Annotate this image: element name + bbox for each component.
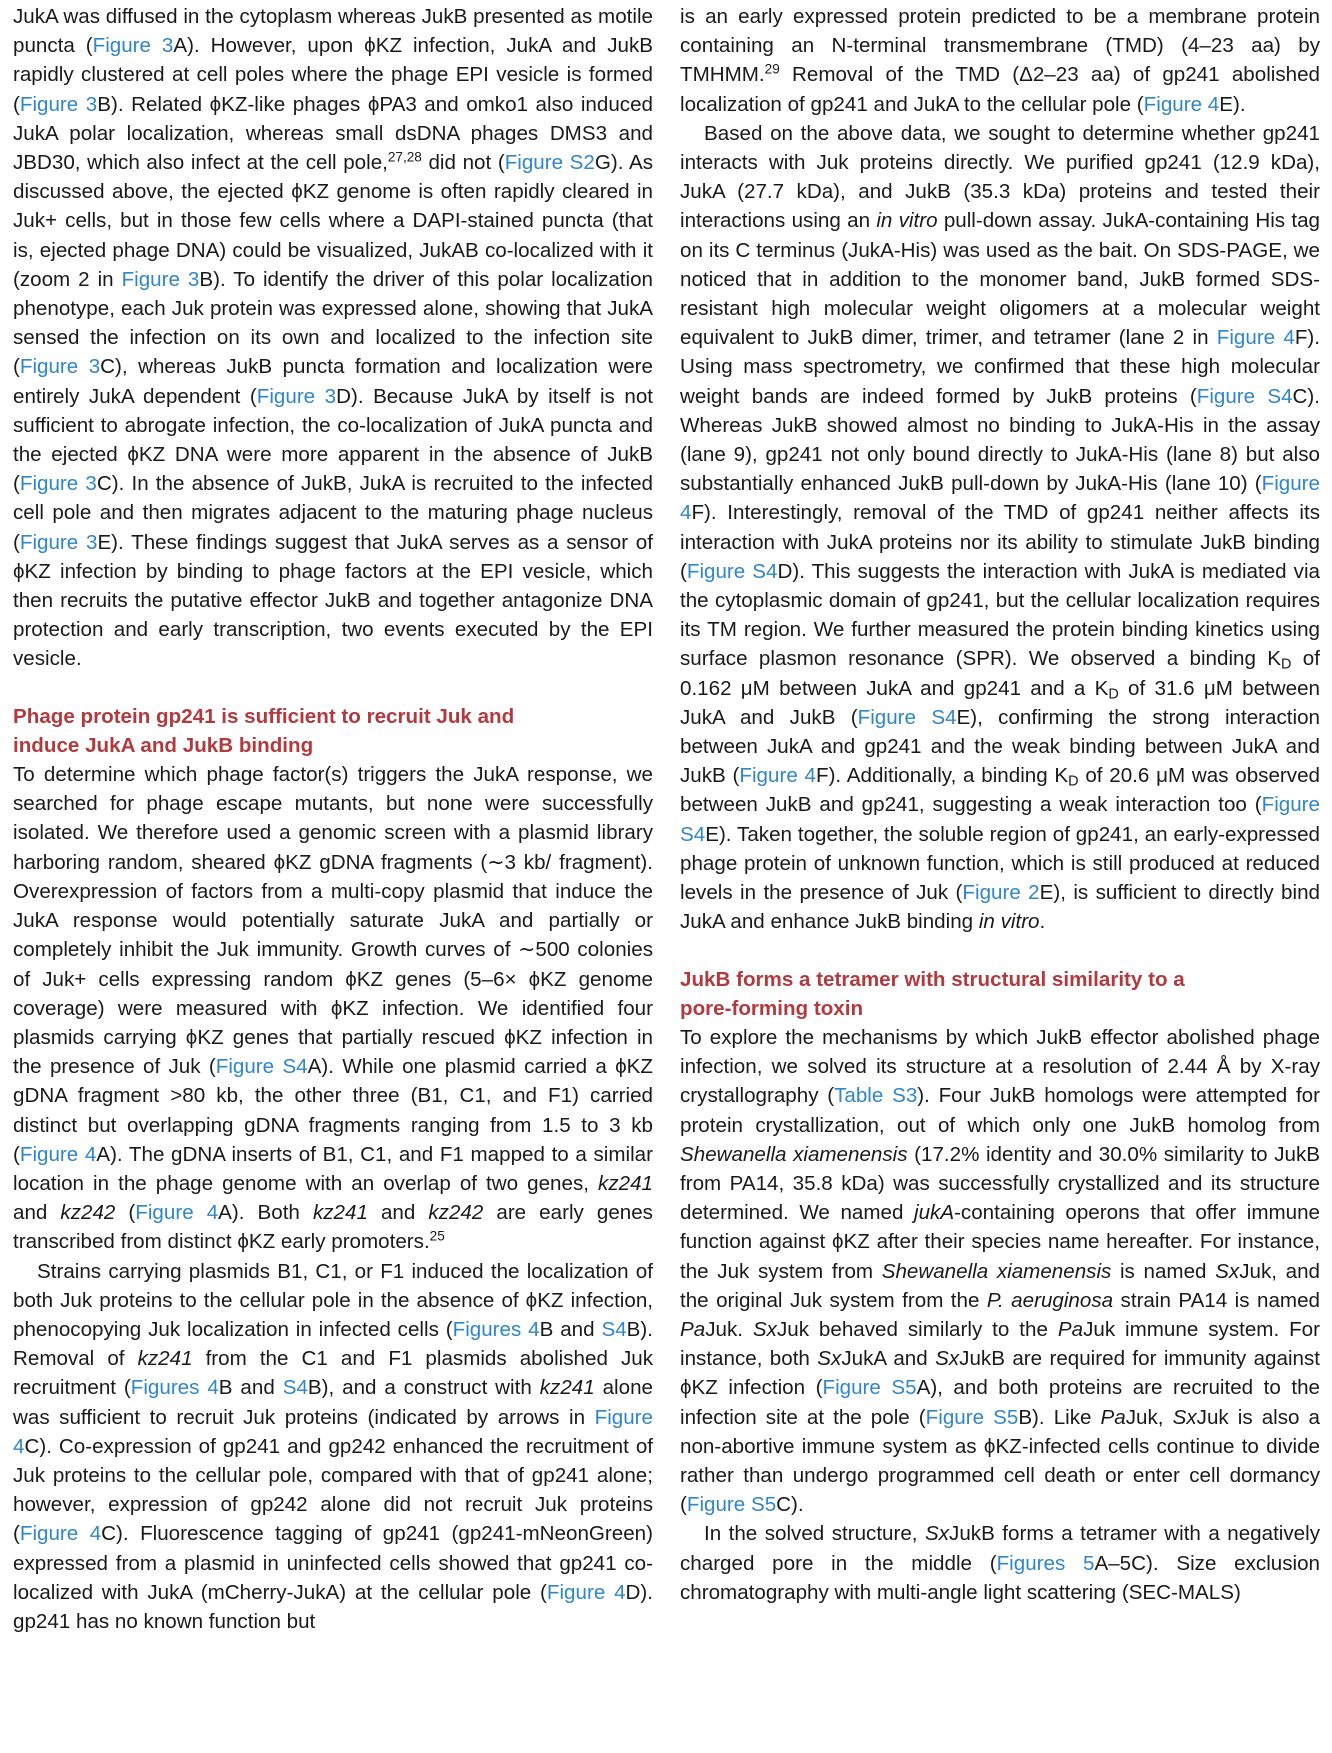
- paragraph: Based on the above data, we sought to determine whether gp241 interacts with Juk proteins directly. We purified gp241 (12.9 kDa), JukA (27.7 kDa), and JukB (35.3 kDa) proteins and tested their interactions using an in vitro pull-down assay. JukA-containing His tag on its C terminus (JukA-His) was used as the bait. On SDS-PAGE, we noticed that in addition to the monomer band, JukB formed SDS-resistant high molecular weight oligomers at a molecular weight equivalent to JukB dimer, trimer, and tetramer (lane 2 in Figure 4F). Using mass spectrometry, we confirmed that these high molecular weight bands are indeed formed by JukB proteins (Figure S4C). Whereas JukB showed almost no binding to JukA-His in the assay (lane 9), gp241 not only bound directly to JukA-His (lane 8) but also substantially enhanced JukB pull-down by JukA-His (lane 10) (Figure 4F). Interestingly, removal of the TMD of gp241 neither affects its interaction with JukA proteins nor its ability to stimulate JukB binding (Figure S4D). This suggests the interaction with JukA is mediated via the cytoplasmic domain of gp241, but the cellular localization requires its TM region. We further measured the protein binding kinetics using surface plasmon resonance (SPR). We observed a binding $K_D$ of 0.162 μM between JukA and gp241 and a $K_D$ of 31.6 μM between JukA and JukB (Figure S4E), confirming the strong interaction between JukA and gp241 and the weak binding between JukA and JukB (Figure 4F). Additionally, a binding $K_D$ of 20.6 μM was observed between JukB and gp241, suggesting a weak interaction too (Figure S4E). Taken together, the soluble region of gp241, an early-expressed phage protein of unknown function, which is still produced at reduced levels in the presence of Juk (Figure 2E), is sufficient to directly bind JukA and enhance JukB binding in vitro.: [680, 121, 1320, 934]
- italic-text: kz242: [60, 1201, 116, 1225]
- italic-text: kz241: [539, 1376, 595, 1400]
- figure-reference-link[interactable]: Figures 4: [130, 1376, 219, 1400]
- figure-reference-link[interactable]: Figure 3: [121, 267, 200, 291]
- italic-text: Sx: [1215, 1259, 1240, 1283]
- heading-line: pore-forming toxin: [680, 996, 864, 1020]
- italic-text: Pa: [1100, 1405, 1126, 1429]
- paragraph: JukA was diffused in the cytoplasm whereas JukB presented as motile puncta (Figure 3A). However, upon ϕKZ infection, JukA and JukB rapidly clustered at cell poles where the phage EPI vesicle is formed (Figure 3B). Related ϕKZ-like phages ϕPA3 and omko1 also induced JukA polar localization, whereas small dsDNA phages DMS3 and JBD30, which also infect at the cell pole,$^{27,28}$ did not (Figure S2G). As discussed above, the ejected ϕKZ genome is often rapidly cleared in Juk+ cells, but in those few cells where a DAPI-stained puncta (that is, ejected phage DNA) could be visualized, JukAB co-localized with it (zoom 2 in Figure 3B). To identify the driver of this polar localization phenotype, each Juk protein was expressed alone, showing that JukA sensed the infection on its own and localized to the infection site (Figure 3C), whereas JukB puncta formation and localization were entirely JukA dependent (Figure 3D). Because JukA by itself is not sufficient to abrogate infection, the co-localization of JukA puncta and the ejected ϕKZ DNA were more apparent in the absence of JukB (Figure 3C). In the absence of JukB, JukA is recruited to the infected cell pole and then migrates adjacent to the maturing phage nucleus (Figure 3E). These findings suggest that JukA serves as a sensor of ϕKZ infection by binding to phage factors at the EPI vesicle, which then recruits the putative effector JukB and together antagonize DNA protection and early transcription, two events executed by the EPI vesicle.: [13, 5, 653, 671]
- paragraph: Strains carrying plasmids B1, C1, or F1 induced the localization of both Juk proteins to the cellular pole in the absence of ϕKZ infection, phenocopying Juk localization in infected cells (Figures 4B and S4B). Removal of kz241 from the C1 and F1 plasmids abolished Juk recruitment (Figures 4B and S4B), and a construct with kz241 alone was sufficient to recruit Juk proteins (indicated by arrows in Figure 4C). Co-expression of gp241 and gp242 enhanced the recruitment of Juk proteins to the cellular pole, compared with that of gp241 alone; however, expression of gp242 alone did not recruit Juk proteins (Figure 4C). Fluorescence tagging of gp241 (gp241-mNeonGreen) expressed from a plasmid in uninfected cells showed that gp241 co-localized with JukA (mCherry-JukA) at the cellular pole (Figure 4D). gp241 has no known function but: [13, 1259, 653, 1633]
- citation-superscript: 29: [764, 61, 780, 77]
- figure-reference-link[interactable]: S4: [282, 1376, 308, 1400]
- figure-reference-link[interactable]: Figures 4: [452, 1317, 540, 1341]
- figure-reference-link[interactable]: Figure 3: [19, 92, 98, 116]
- italic-text: Shewanella xiamenensis: [680, 1142, 908, 1166]
- figure-reference-link[interactable]: Figure 4: [546, 1580, 626, 1604]
- figure-reference-link[interactable]: Figure 4: [135, 1201, 219, 1225]
- citation-superscript: 25: [429, 1228, 445, 1244]
- figure-reference-link[interactable]: Figure 4: [19, 1522, 102, 1546]
- italic-text: P. aeruginosa: [986, 1288, 1114, 1312]
- right-column: [680, 2, 1320, 1607]
- italic-text: kz241: [312, 1201, 368, 1225]
- figure-reference-link[interactable]: Figure S4: [680, 793, 1320, 846]
- subscript-text: D: [1281, 657, 1292, 674]
- italic-text: in vitro: [876, 209, 938, 233]
- section-heading-gp241: [13, 702, 653, 760]
- figure-reference-link[interactable]: S4: [601, 1317, 627, 1341]
- figure-reference-link[interactable]: Figure S5: [822, 1376, 917, 1400]
- section-heading-jukb: [680, 965, 1320, 1023]
- figure-reference-link[interactable]: Figure 4: [13, 1405, 653, 1458]
- left-column: [13, 2, 653, 1636]
- figure-reference-link[interactable]: Figure 2: [962, 881, 1040, 905]
- italic-text: kz242: [428, 1201, 484, 1225]
- figure-reference-link[interactable]: Figure 4: [739, 764, 816, 788]
- heading-line: Phage protein gp241 is sufficient to recruit Juk and: [13, 704, 515, 728]
- heading-line: induce JukA and JukB binding: [13, 733, 314, 757]
- figure-reference-link[interactable]: Figure 4: [680, 472, 1320, 525]
- figure-reference-link[interactable]: Figure 3: [92, 34, 174, 58]
- italic-text: jukA: [914, 1201, 955, 1225]
- figure-reference-link[interactable]: Figure 3: [19, 530, 98, 554]
- paragraph: To explore the mechanisms by which JukB effector abolished phage infection, we solved its structure at a resolution of 2.44 Å by X-ray crystallography (Table S3). Four JukB homologs were attempted for protein crystallization, out of which only one JukB homolog from Shewanella xiamenensis (17.2% identity and 30.0% similarity to JukB from PA14, 35.8 kDa) was successfully crystallized and its structure determined. We named jukA-containing operons that offer immune function against ϕKZ after their species name hereafter. For instance, the Juk system from Shewanella xiamenensis is named SxJuk, and the original Juk system from the P. aeruginosa strain PA14 is named PaJuk. SxJuk behaved similarly to the PaJuk immune system. For instance, both SxJukA and SxJukB are required for immunity against ϕKZ infection (Figure S5A), and both proteins are recruited to the infection site at the pole (Figure S5B). Like PaJuk, SxJuk is also a non-abortive immune system as ϕKZ-infected cells continue to divide rather than undergo programmed cell death or enter cell dormancy (Figure S5C).: [680, 1025, 1321, 1517]
- italic-text: kz241: [598, 1171, 653, 1195]
- italic-text: Pa: [1057, 1317, 1084, 1341]
- paragraph: In the solved structure, SxJukB forms a tetramer with a negatively charged pore in the middle (Figures 5A–5C). Size exclusion chromatography with multi-angle light scattering (SEC-MALS): [680, 1522, 1320, 1604]
- citation-superscript: 27,28: [387, 149, 422, 165]
- figure-reference-link[interactable]: Figure 3: [19, 472, 97, 496]
- figure-reference-link[interactable]: Figure 4: [19, 1142, 97, 1166]
- subscript-text: D: [1068, 773, 1079, 790]
- italic-text: in vitro: [978, 910, 1040, 934]
- subscript-text: D: [1108, 686, 1119, 703]
- figure-reference-link[interactable]: Figure S4: [215, 1055, 308, 1079]
- figure-reference-link[interactable]: Figure 3: [256, 384, 337, 408]
- italic-text: Sx: [752, 1317, 777, 1341]
- italic-text: Sx: [817, 1347, 842, 1371]
- figure-reference-link[interactable]: Figure S2: [504, 151, 595, 175]
- italic-text: Sx: [925, 1522, 950, 1546]
- figure-reference-link[interactable]: Figure S4: [686, 559, 778, 583]
- italic-text: Pa: [680, 1317, 706, 1341]
- figure-reference-link[interactable]: Table S3: [834, 1084, 918, 1108]
- italic-text: Sx: [1172, 1405, 1197, 1429]
- paragraph: is an early expressed protein predicted to be a membrane protein containing an N-terminal transmembrane (TMD) (4–23 aa) by TMHMM.$^{29}$ Removal of the TMD (Δ2–23 aa) of gp241 abolished localization of gp241 and JukA to the cellular pole (Figure 4E).: [680, 5, 1320, 116]
- figure-reference-link[interactable]: Figure S4: [857, 705, 957, 729]
- figure-reference-link[interactable]: Figure S5: [686, 1493, 777, 1517]
- italic-text: Sx: [935, 1347, 960, 1371]
- figure-reference-link[interactable]: Figures 5: [996, 1551, 1095, 1575]
- italic-text: Shewanella xiamenensis: [881, 1259, 1112, 1283]
- figure-reference-link[interactable]: Figure 4: [1143, 92, 1220, 116]
- figure-reference-link[interactable]: Figure 4: [1216, 326, 1295, 350]
- figure-reference-link[interactable]: Figure S5: [925, 1405, 1019, 1429]
- figure-reference-link[interactable]: Figure 3: [19, 355, 101, 379]
- italic-text: kz241: [137, 1347, 193, 1371]
- paragraph: To determine which phage factor(s) triggers the JukA response, we searched for phage escape mutants, but none were successfully isolated. We therefore used a genomic screen with a plasmid library harboring random, sheared ϕKZ gDNA fragments (∼3 kb/ fragment). Overexpression of factors from a multi-copy plasmid that induce the JukA response would potentially saturate JukA and partially or completely inhibit the Juk immunity. Growth curves of ∼500 colonies of Juk+ cells expressing random ϕKZ genes (5–6× ϕKZ genome coverage) were measured with ϕKZ infection. We identified four plasmids carrying ϕKZ genes that partially rescued ϕKZ infection in the presence of Juk (Figure S4A). While one plasmid carried a ϕKZ gDNA fragment >80 kb, the other three (B1, C1, and F1) carried distinct but overlapping gDNA fragments ranging from 1.5 to 3 kb (Figure 4A). The gDNA inserts of B1, C1, and F1 mapped to a similar location in the phage genome with an overlap of two genes, kz241 and kz242 (Figure 4A). Both kz241 and kz242 are early genes transcribed from distinct ϕKZ early promoters.$^{25}$: [13, 763, 653, 1254]
- heading-line: JukB forms a tetramer with structural similarity to a: [680, 967, 1185, 991]
- figure-reference-link[interactable]: Figure S4: [1196, 384, 1293, 408]
